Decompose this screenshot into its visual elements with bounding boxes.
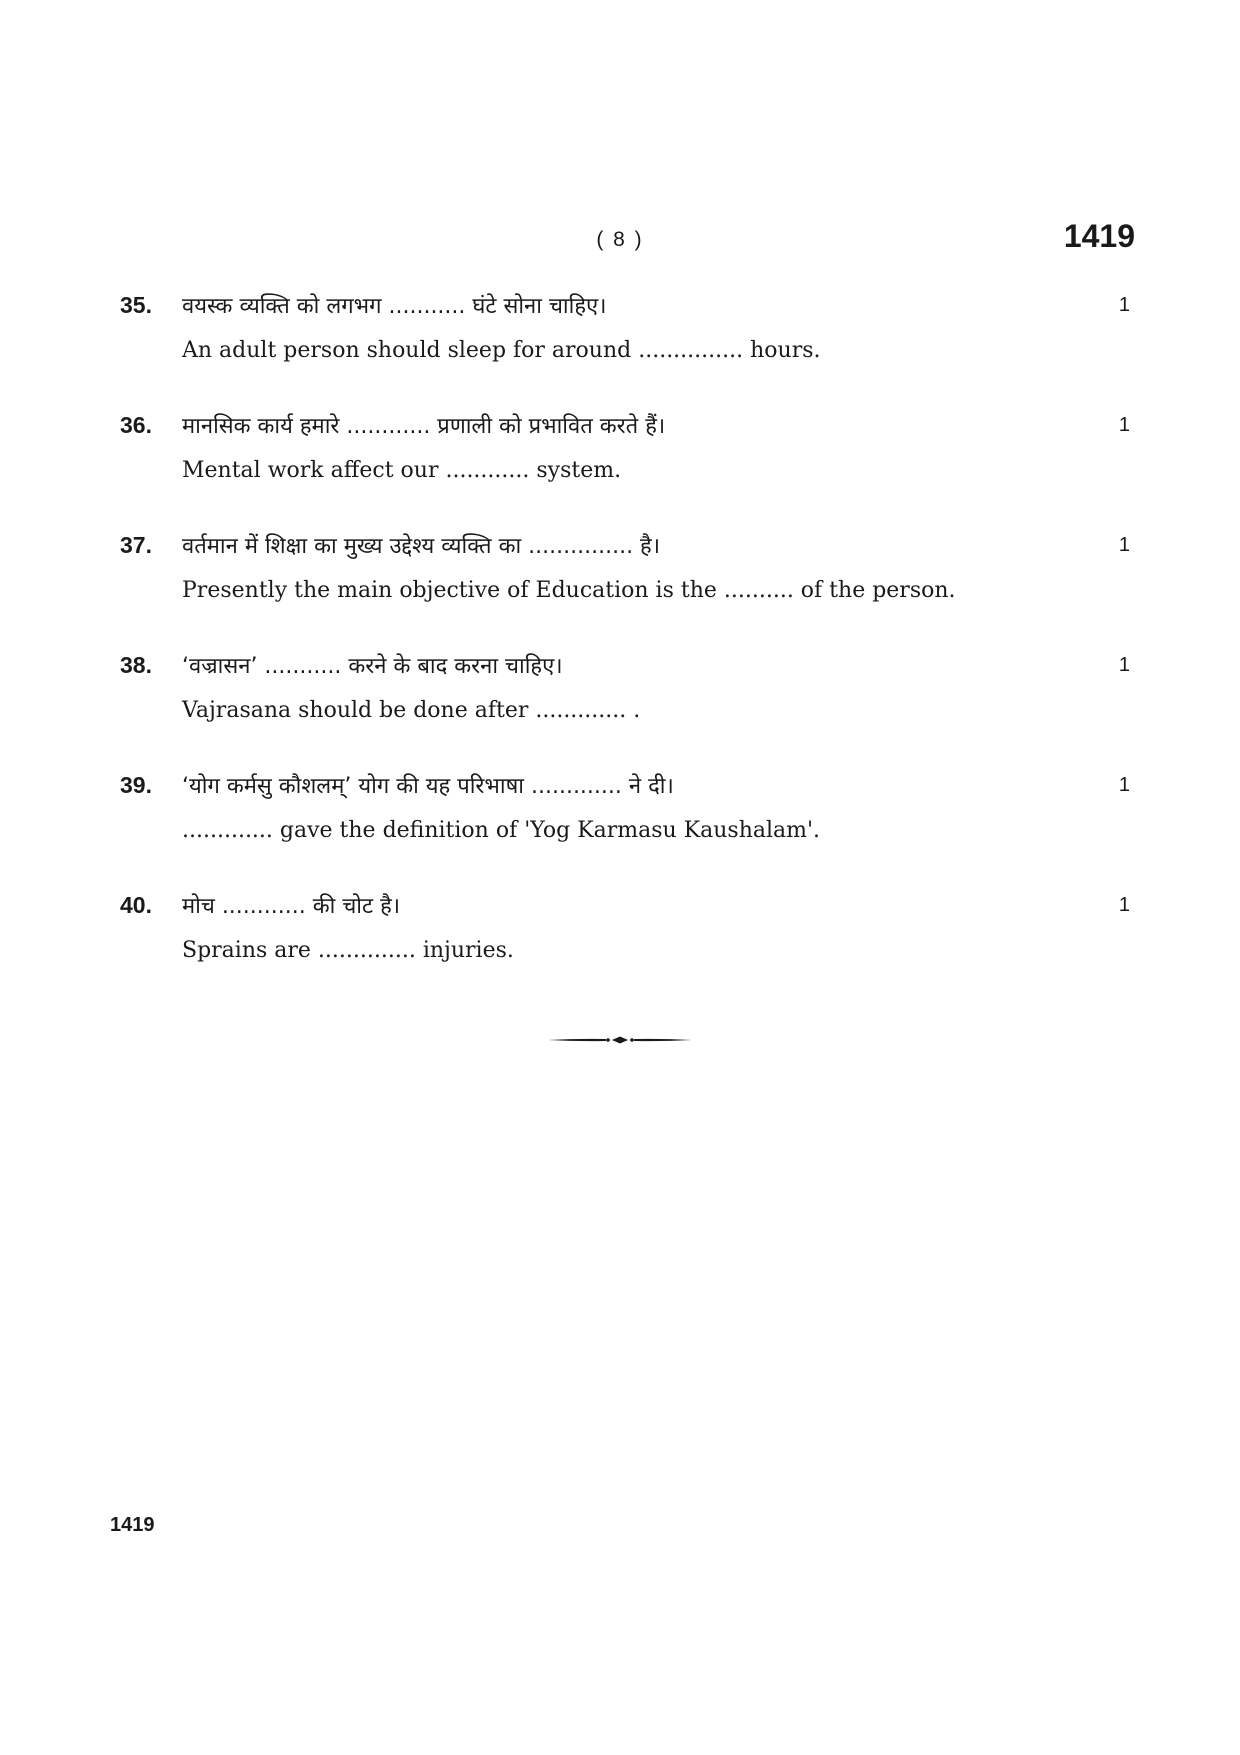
ornament-left-stroke bbox=[548, 1039, 606, 1041]
question-number: 37. bbox=[120, 532, 152, 558]
question-english-text: ............. gave the definition of 'Yog Karmasu Kaushalam'. bbox=[182, 818, 821, 843]
paper-code-header: 1419 bbox=[1063, 218, 1135, 254]
question-number: 35. bbox=[120, 292, 152, 318]
question-hindi-text: मानसिक कार्य हमारे ............ प्रणाली को प्रभावित करते हैं। bbox=[182, 414, 666, 439]
question-hindi-text: ‘योग कर्मसु कौशलम्’ योग की यह परिभाषा ............. ने दी। bbox=[182, 774, 674, 799]
question-item bbox=[0, 770, 1240, 890]
question-hindi-text: वयस्क व्यक्ति को लगभग ........... घंटे सोना चाहिए। bbox=[182, 294, 607, 319]
question-english-text: Mental work affect our ............ system. bbox=[182, 458, 622, 483]
question-hindi-text: वर्तमान में शिक्षा का मुख्य उद्देश्य व्यक्ति का ............... है। bbox=[182, 534, 661, 559]
question-hindi-text: मोच ............ की चोट है। bbox=[182, 894, 401, 919]
question-item bbox=[0, 290, 1240, 410]
question-marks: 1 bbox=[1118, 294, 1130, 316]
question-number: 36. bbox=[120, 412, 152, 438]
ornament-dot-right bbox=[630, 1038, 634, 1042]
question-item bbox=[0, 530, 1240, 650]
ornament-center-diamond bbox=[612, 1037, 628, 1044]
question-marks: 1 bbox=[1118, 414, 1130, 436]
question-marks: 1 bbox=[1118, 774, 1130, 796]
question-english-text: Presently the main objective of Education is the .......... of the person. bbox=[182, 578, 956, 603]
question-item bbox=[0, 650, 1240, 770]
ornament-right-stroke bbox=[634, 1039, 692, 1041]
paper-code-footer: 1419 bbox=[110, 1514, 155, 1536]
question-marks: 1 bbox=[1118, 534, 1130, 556]
question-english-text: An adult person should sleep for around ............... hours. bbox=[182, 338, 821, 363]
question-marks: 1 bbox=[1118, 654, 1130, 676]
question-number: 39. bbox=[120, 772, 152, 798]
page-number: ( 8 ) bbox=[596, 228, 644, 251]
question-number: 40. bbox=[120, 892, 152, 918]
ornament-dot-left bbox=[606, 1038, 610, 1042]
question-english-text: Vajrasana should be done after ............. . bbox=[182, 698, 641, 723]
question-item bbox=[0, 890, 1240, 1010]
question-hindi-text: ‘वज्रासन’ ........... करने के बाद करना चाहिए। bbox=[182, 654, 563, 679]
end-ornament-divider bbox=[548, 1032, 692, 1048]
question-list bbox=[0, 290, 1240, 1010]
question-english-text: Sprains are .............. injuries. bbox=[182, 938, 514, 963]
question-item bbox=[0, 410, 1240, 530]
question-marks: 1 bbox=[1118, 894, 1130, 916]
question-number: 38. bbox=[120, 652, 152, 678]
